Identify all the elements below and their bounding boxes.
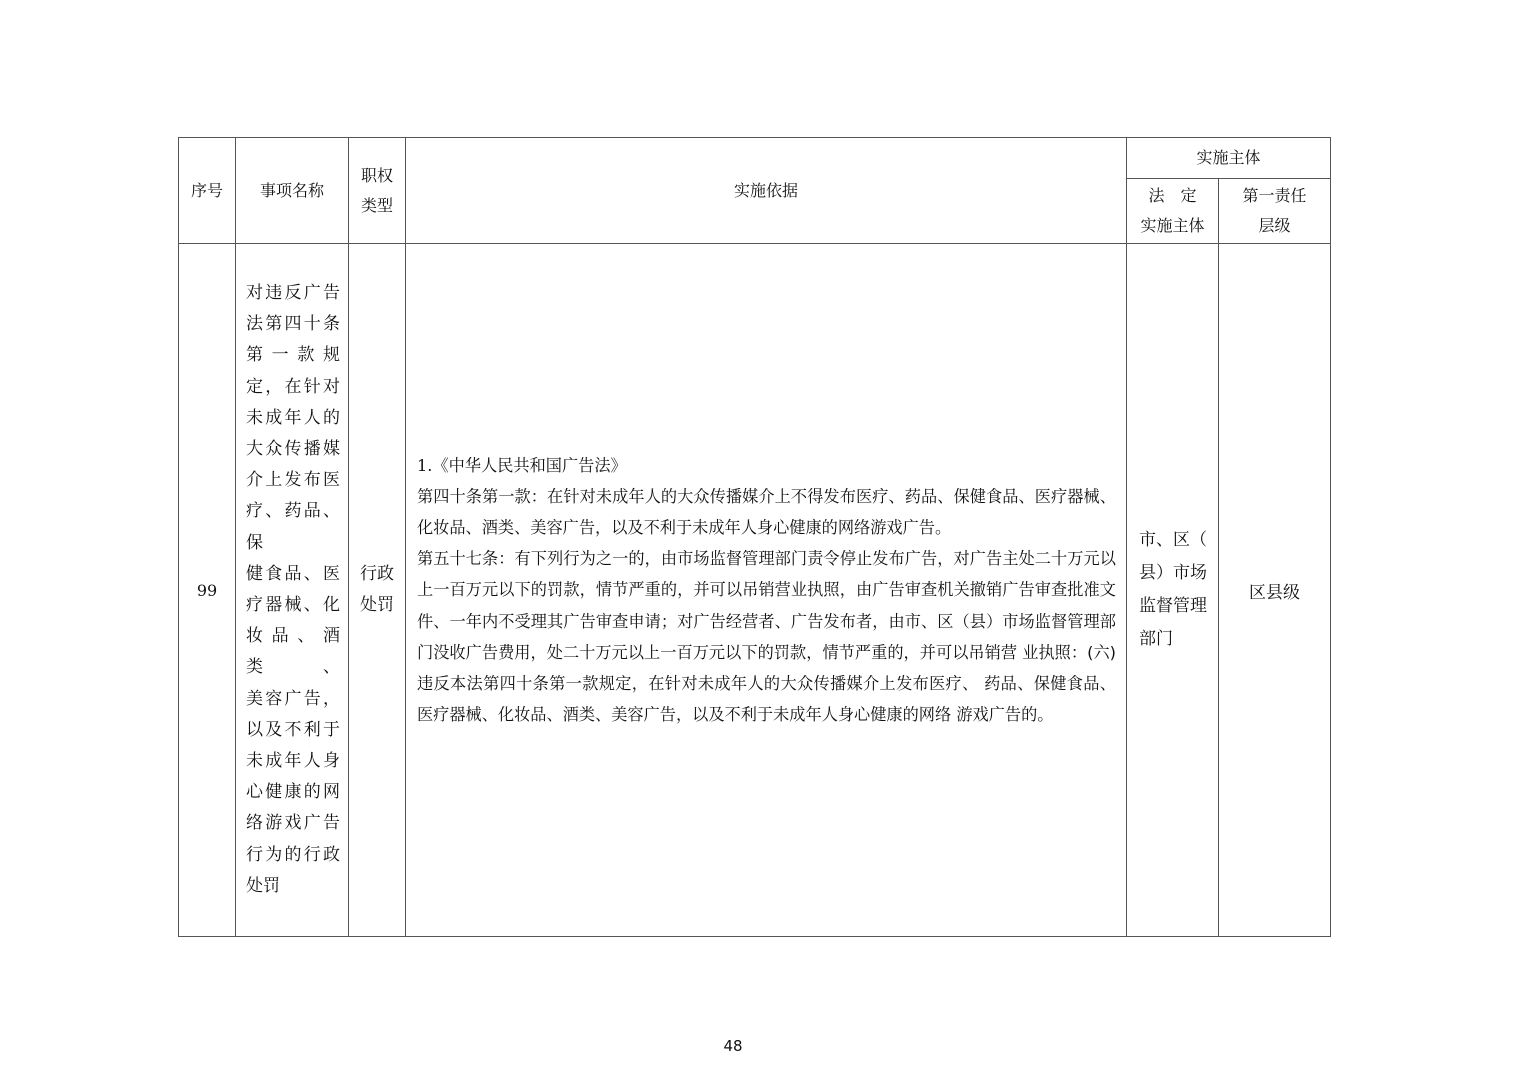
row-legal-subject: 市、区（ 县）市场 监督管理 部门 bbox=[1127, 244, 1219, 937]
header-legal-subject: 法 定 实施主体 bbox=[1127, 179, 1219, 244]
header-subject-group: 实施主体 bbox=[1127, 138, 1331, 179]
row-item-name: 对违反广告 法第四十条 第一款规 定，在针对 未成年人的 大众传播媒 介上发布医 疗、药品、保 健食品、医 疗器械、化 妆品、酒类、 美容广告， 以及不利于 未成年人身 心健康的网 络游戏广告 行为的行政 处罚 bbox=[236, 244, 349, 937]
header-basis: 实施依据 bbox=[406, 138, 1127, 244]
header-name: 事项名称 bbox=[236, 138, 349, 244]
enforcement-table bbox=[178, 137, 1331, 937]
basis-law-title: 1.《中华人民共和国广告法》 bbox=[417, 456, 627, 476]
basis-article-57: 第五十七条：有下列行为之一的，由市场监督管理部门责令停止发布广告，对广告主处二十万元以上一百万元以下的罚款，情节严重的，并可以吊销营业执照，由广告审查机关撤销广告审查批准文件、一年内不受理其广告审查申请；对广告经营者、广告发布者，由市、区（县）市场监督管理部门没收广告费用，处二十万元以上一百万元以下的罚款，情节严重的，并可以吊销营 业执照：(六)违反本法第四十条第一款规定，在针对未成年人的大众传播媒介上发布医疗、 药品、保健食品、医疗器械、化妆品、酒类、美容广告，以及不利于未成年人身心健康的网络 游戏广告的。 bbox=[417, 549, 1116, 724]
page-number: 48 bbox=[723, 1037, 743, 1055]
header-seq: 序号 bbox=[179, 138, 236, 244]
header-type: 职权 类型 bbox=[349, 138, 406, 244]
basis-article-40: 第四十条第一款：在针对未成年人的大众传播媒介上不得发布医疗、药品、保健食品、医疗器械、化妆品、酒类、美容广告，以及不利于未成年人身心健康的网络游戏广告。 bbox=[417, 487, 1116, 538]
row-seq: 99 bbox=[179, 244, 236, 937]
table-row bbox=[179, 244, 1331, 937]
row-authority-type: 行政 处罚 bbox=[349, 244, 406, 937]
row-implementation-basis bbox=[406, 244, 1127, 937]
row-first-responsibility-level: 区县级 bbox=[1219, 244, 1331, 937]
header-first-level: 第一责任 层级 bbox=[1219, 179, 1331, 244]
